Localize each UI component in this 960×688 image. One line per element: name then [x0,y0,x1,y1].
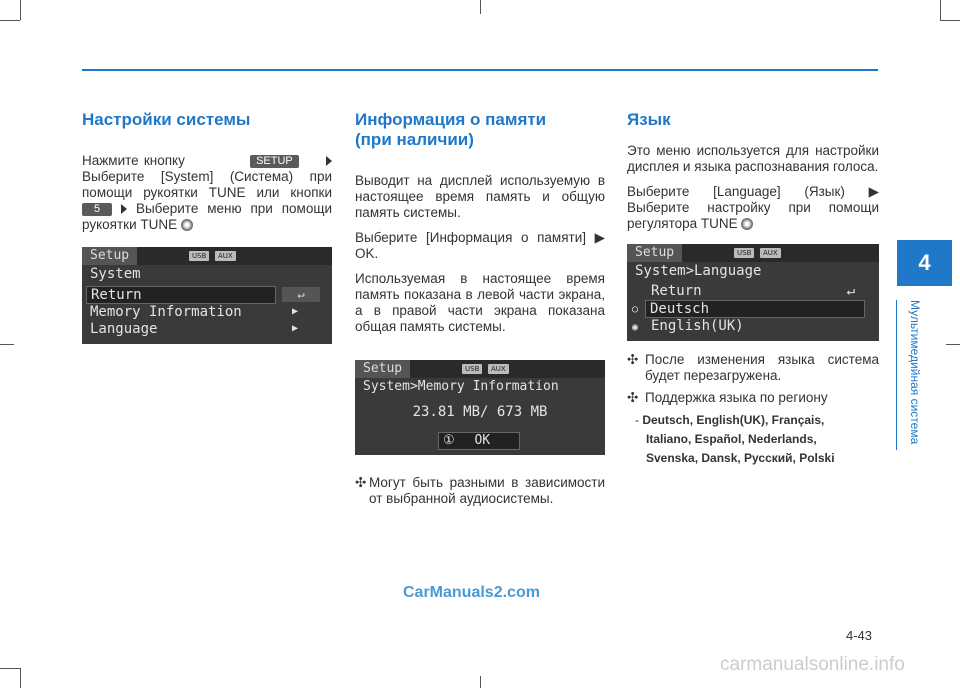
memory-value: 23.81 MB/ 673 MB [412,404,548,420]
language-screen [627,244,879,341]
watermark-link[interactable]: CarManuals2.com [403,584,540,601]
return-icon: ↵ [282,287,320,302]
setup-button-badge: SETUP [250,155,299,168]
tune-knob-icon [741,218,753,230]
arrow-right-icon: ▶ [291,306,298,317]
memory-screen [355,360,605,455]
crop-mark [480,676,481,688]
crop-mark [946,344,960,345]
aux-chip: AUX [760,248,781,258]
radio-empty-icon: ○ [632,304,639,315]
five-button-badge: 5 [82,203,112,216]
section-heading-line1: Информация о памяти [355,110,547,129]
setup-tab: Setup [82,247,137,265]
crop-mark [940,20,960,21]
crop-mark [0,668,20,669]
usb-chip: USB [189,251,209,261]
top-rule [82,69,878,71]
page-number: 4-43 [846,628,873,643]
screen-title: System>Memory Information [363,379,559,394]
setup-tab: Setup [355,360,410,378]
menu-item-deutsch[interactable]: Deutsch [645,300,865,318]
section-heading: Настройки системы [82,110,251,129]
column-language [627,110,879,232]
menu-item-language[interactable]: Language ▶ [90,321,298,337]
tune-knob-icon [181,219,193,231]
crop-mark [480,0,481,14]
radio-selected-icon: ◉ [632,322,639,333]
crop-mark [0,344,14,345]
crop-mark [20,668,21,688]
note-icon: ✣ [355,475,367,490]
setup-tab: Setup [627,244,682,262]
aux-chip: AUX [488,364,509,374]
chapter-divider [896,300,897,450]
instruction-text: Нажмите кнопку SETUP Выберите [System] (Система) при помощи рукоятки TUNE или кнопки 5 Выберите меню при помощи рукоятки TUNE [82,153,332,232]
section-heading: Язык [627,110,671,129]
arrow-right-icon [121,204,127,214]
usb-chip: USB [462,364,482,374]
paragraph: Это меню используется для настройки дисплея и языка распознавания голоса. [627,143,879,174]
menu-item-english[interactable]: English(UK) [651,318,744,334]
crop-mark [940,0,941,20]
menu-title: System [90,266,141,282]
chapter-tab: 4 [897,240,952,286]
paragraph: Используемая в настоящее время память показана в левой части экрана, а в правой части экрана показана общая память системы. [355,271,605,334]
notes: ✣ После изменения языка система будет перезагружена. ✣ Поддержка языка по региону - Deutsch, English(UK), Français, Italiano, Español, Nederlands, Svenska, Dansk, Русский, Polski [627,352,879,468]
setup-screen [82,247,332,344]
usb-chip: USB [734,248,754,258]
column-system-settings [82,110,332,233]
footer-watermark: carmanualsonline.info [720,654,905,675]
note-icon: ✣ [627,352,639,367]
menu-item-memory[interactable]: Memory Information ▶ [90,304,298,320]
note: ✣ Могут быть разными в зависимости от выбранной аудиосистемы. [355,475,605,506]
return-icon: ↵ [846,283,855,299]
menu-item-return[interactable]: Return [86,286,276,304]
screen-title: System>Language [635,263,762,279]
menu-item-return[interactable]: Return ↵ [651,283,855,299]
paragraph: Выводит на дисплей используемую в настоящее время память и общую память системы. [355,173,605,220]
arrow-right-icon [326,156,332,166]
language-list: - Deutsch, English(UK), Français, Italiano, Español, Nederlands, Svenska, Dansk, Русский, Polski [635,413,835,465]
arrow-right-icon: ▶ [291,323,298,334]
crop-mark [20,0,21,20]
paragraph: Выберите [Language] (Язык) ▶ Выберите настройку при помощи регулятора TUNE [627,184,879,231]
crop-mark [0,20,20,21]
column-memory-info [355,110,605,335]
aux-chip: AUX [215,251,236,261]
ok-button[interactable]: ① OK [438,432,520,450]
chapter-title: Мультимедийная система [908,300,922,445]
number-one-icon: ① [443,433,455,448]
section-heading-line2: (при наличии) [355,130,474,149]
paragraph: Выберите [Информация о памяти] ▶ OK. [355,230,605,261]
note-icon: ✣ [627,390,639,405]
